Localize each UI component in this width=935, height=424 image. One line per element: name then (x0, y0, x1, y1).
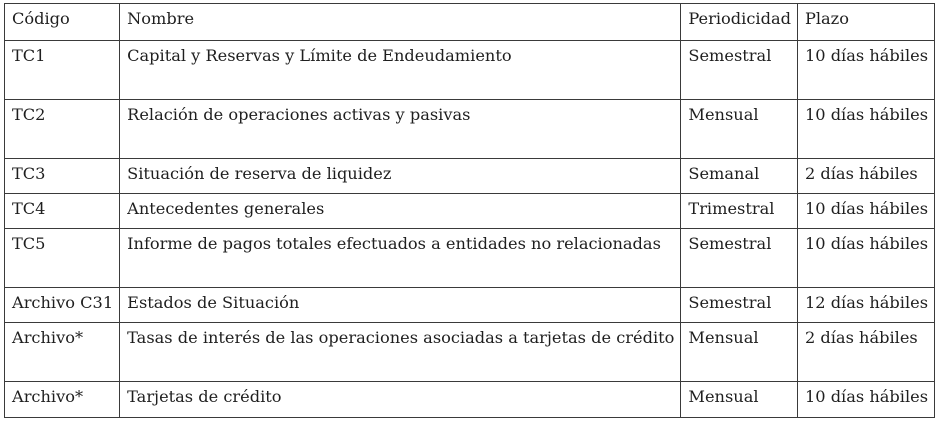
cell-periodicidad: Mensual (681, 382, 798, 418)
table-row (5, 288, 935, 323)
table-header-row (5, 4, 935, 41)
cell-periodicidad: Trimestral (681, 194, 798, 229)
table-row (5, 323, 935, 382)
cell-periodicidad: Mensual (681, 100, 798, 159)
cell-plazo: 10 días hábiles (797, 382, 934, 418)
cell-codigo: TC1 (5, 41, 120, 100)
cell-nombre: Tarjetas de crédito (120, 382, 681, 418)
cell-nombre: Capital y Reservas y Límite de Endeudamiento (120, 41, 681, 100)
cell-plazo: 2 días hábiles (797, 159, 934, 194)
cell-plazo: 12 días hábiles (797, 288, 934, 323)
cell-nombre: Antecedentes generales (120, 194, 681, 229)
cell-codigo: TC5 (5, 229, 120, 288)
cell-periodicidad: Semanal (681, 159, 798, 194)
table-row (5, 194, 935, 229)
cell-nombre: Situación de reserva de liquidez (120, 159, 681, 194)
header-plazo: Plazo (797, 4, 934, 41)
table-row (5, 159, 935, 194)
reporting-schedule-table (4, 3, 935, 418)
cell-plazo: 10 días hábiles (797, 41, 934, 100)
cell-codigo: Archivo* (5, 323, 120, 382)
cell-nombre: Relación de operaciones activas y pasivas (120, 100, 681, 159)
cell-periodicidad: Semestral (681, 288, 798, 323)
cell-codigo: Archivo C31 (5, 288, 120, 323)
table-row (5, 382, 935, 418)
cell-codigo: TC3 (5, 159, 120, 194)
cell-codigo: TC2 (5, 100, 120, 159)
table-row (5, 41, 935, 100)
cell-nombre: Informe de pagos totales efectuados a entidades no relacionadas (120, 229, 681, 288)
cell-periodicidad: Mensual (681, 323, 798, 382)
table-row (5, 229, 935, 288)
cell-codigo: TC4 (5, 194, 120, 229)
cell-plazo: 2 días hábiles (797, 323, 934, 382)
cell-codigo: Archivo* (5, 382, 120, 418)
cell-periodicidad: Semestral (681, 41, 798, 100)
cell-plazo: 10 días hábiles (797, 194, 934, 229)
cell-plazo: 10 días hábiles (797, 229, 934, 288)
cell-periodicidad: Semestral (681, 229, 798, 288)
table-row (5, 100, 935, 159)
header-nombre: Nombre (120, 4, 681, 41)
cell-plazo: 10 días hábiles (797, 100, 934, 159)
cell-nombre: Tasas de interés de las operaciones asociadas a tarjetas de crédito (120, 323, 681, 382)
header-periodicidad: Periodicidad (681, 4, 798, 41)
cell-nombre: Estados de Situación (120, 288, 681, 323)
header-codigo: Código (5, 4, 120, 41)
